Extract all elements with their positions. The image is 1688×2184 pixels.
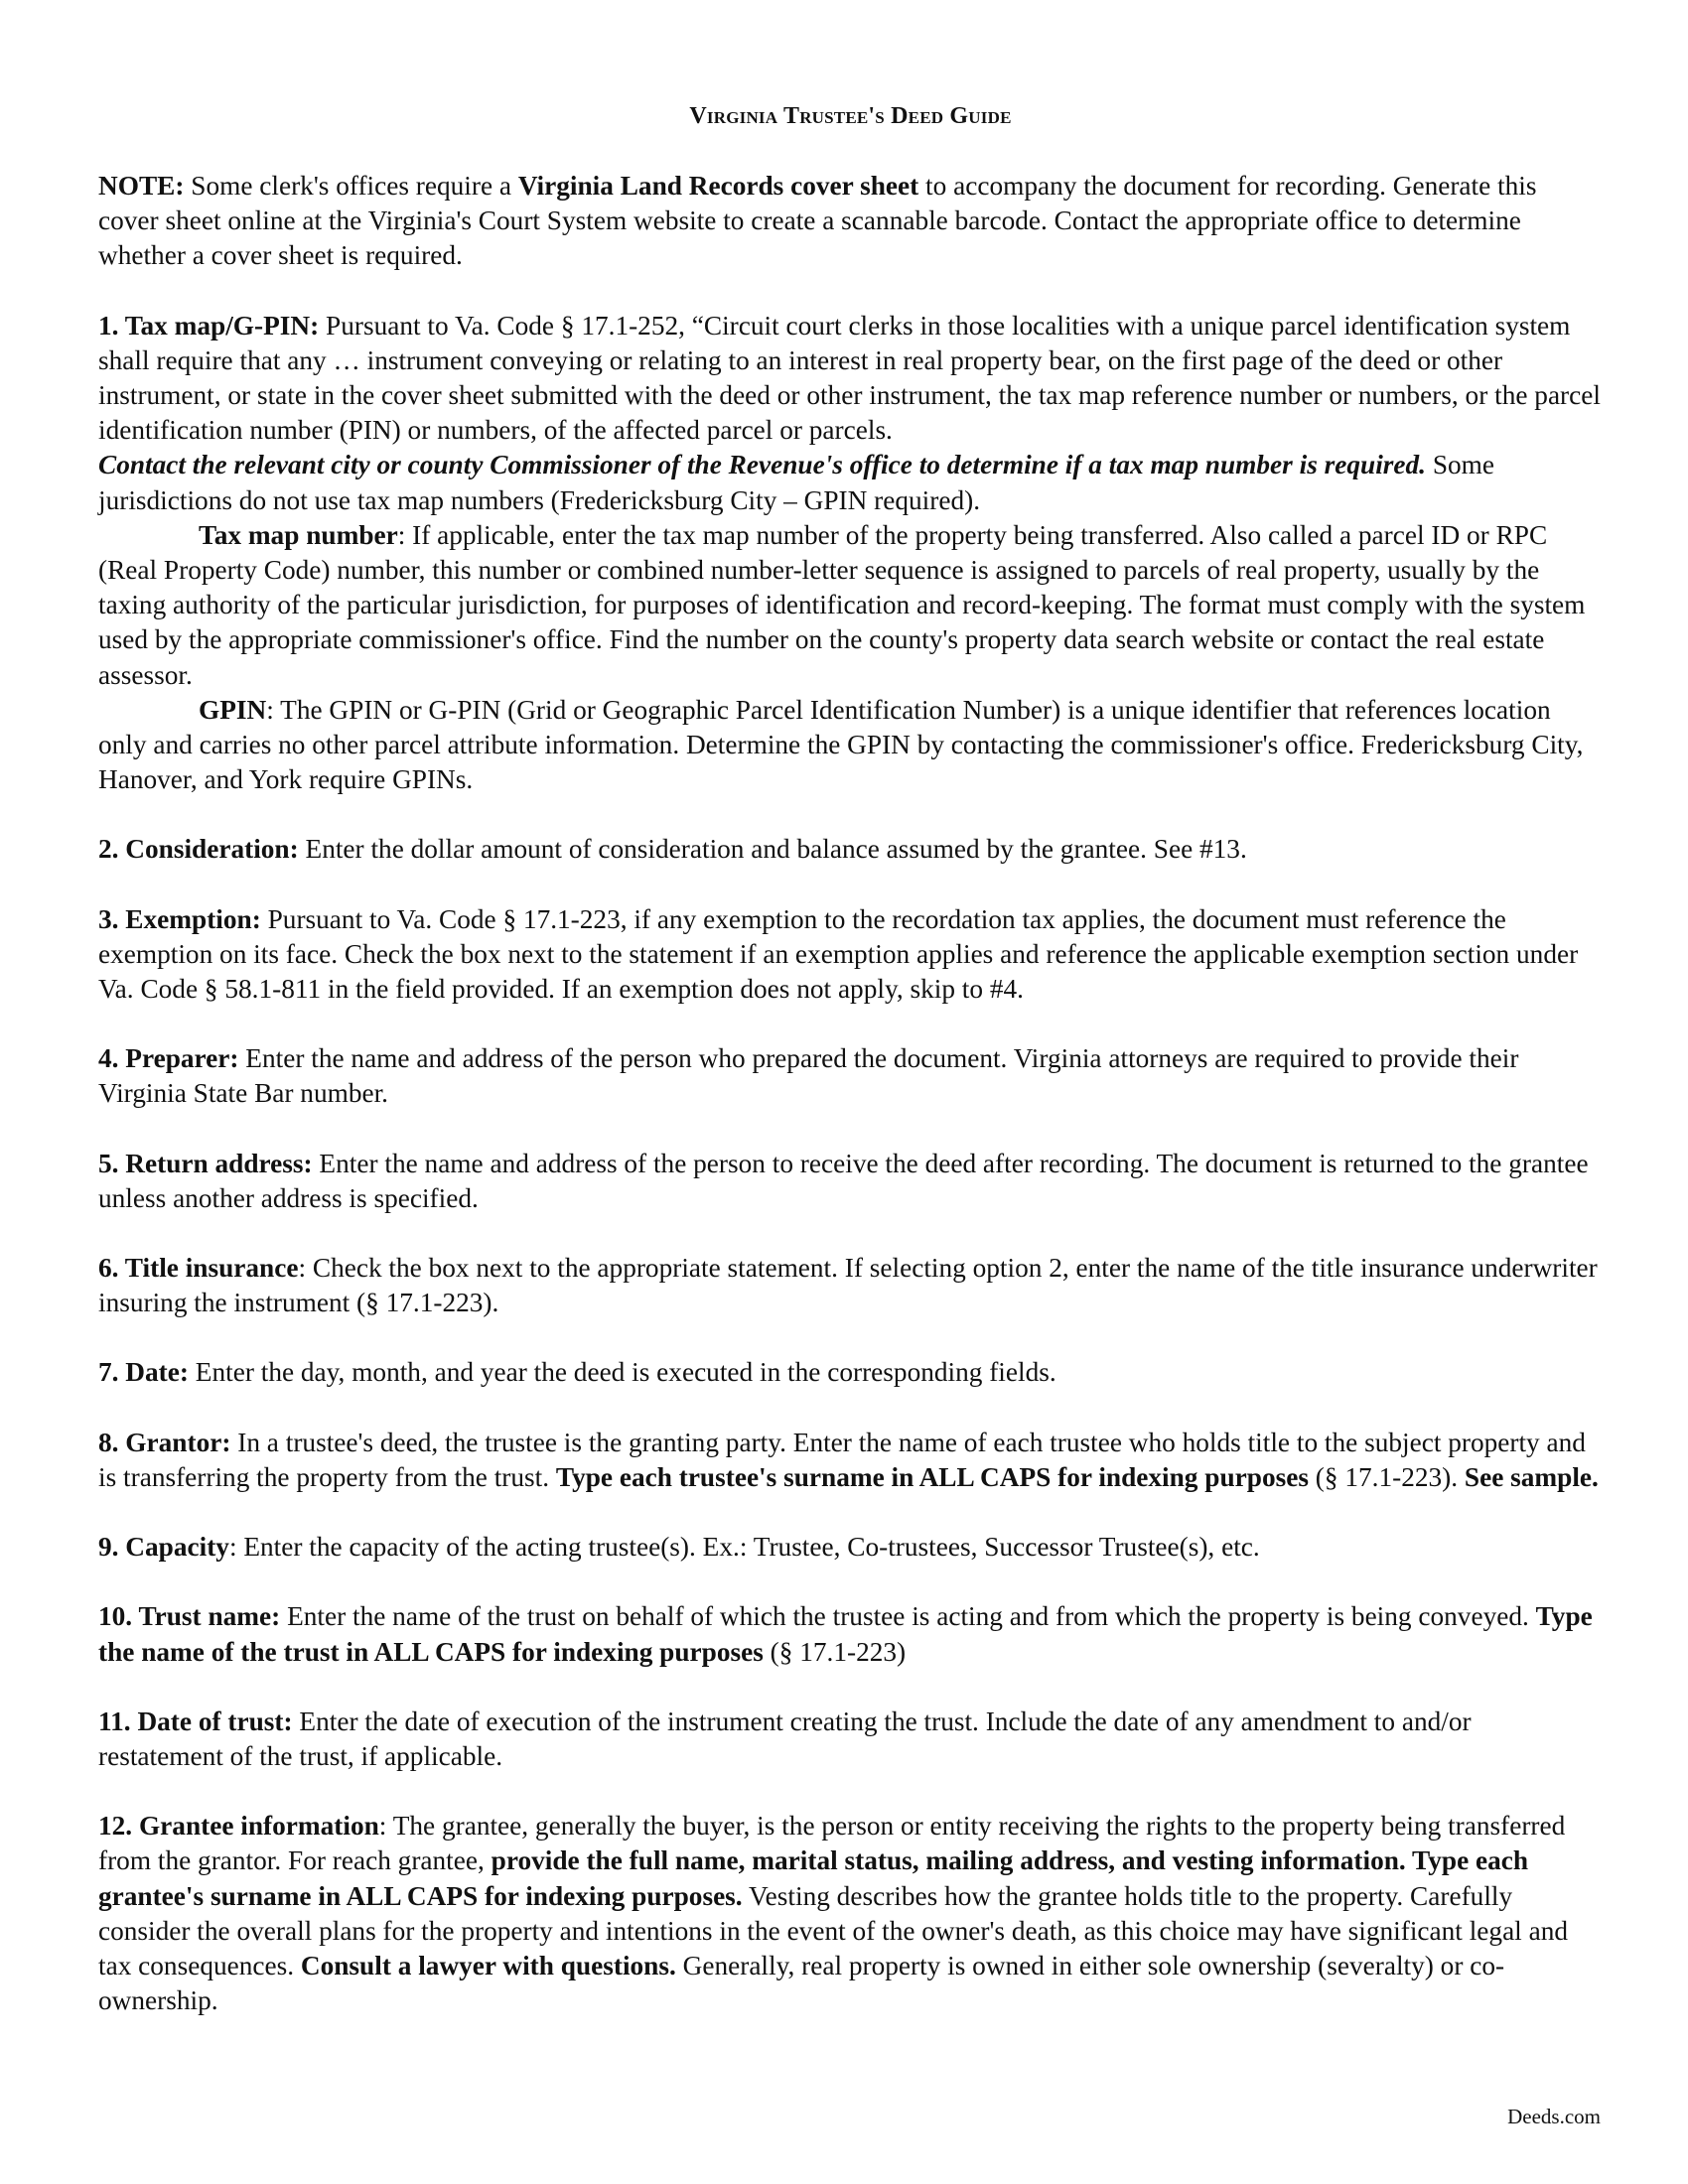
- item-9-capacity: 9. Capacity: Enter the capacity of the acting trustee(s). Ex.: Trustee, Co-trustees, Successor Trustee(s), etc.: [98, 1532, 1260, 1563]
- item-12-grantee-information: 12. Grantee information: The grantee, generally the buyer, is the person or entity receiving the rights to the property being transferred from the grantor. For reach grantee, provide the full name, marital status, mailing address, and vesting information. Type each grantee's surname in ALL CAPS for indexing purposes. Vesting describes how the grantee holds title to the property. Carefully consider the overall plans for the property and intentions in the event of the owner's death, as this choice may have significant legal and tax consequences. Consult a lawyer with questions. Generally, real property is owned in either sole ownership (severalty) or co-ownership.: [98, 1811, 1569, 2016]
- note-paragraph: NOTE: Some clerk's offices require a Virginia Land Records cover sheet to accompany the document for recording. Generate this cover sheet online at the Virginia's Court System website to create a scannable barcode. Contact the appropriate office to determine whether a cover sheet is required.: [98, 171, 1537, 271]
- page-title: Virginia Trustee's Deed Guide: [689, 103, 1012, 129]
- item-5-return-address: 5. Return address: Enter the name and address of the person to receive the deed after recording. The document is returned to the grantee unless another address is specified.: [98, 1148, 1589, 1213]
- item-7-date: 7. Date: Enter the day, month, and year the deed is executed in the corresponding fields.: [98, 1357, 1056, 1388]
- item-3-exemption: 3. Exemption: Pursuant to Va. Code § 17.1-223, if any exemption to the recordation tax applies, the document must reference the exemption on its face. Check the box next to the statement if an exemption applies and reference the applicable exemption section under Va. Code § 58.1-811 in the field provided. If an exemption does not apply, skip to #4.: [98, 903, 1579, 1005]
- item-11-date-of-trust: 11. Date of trust: Enter the date of execution of the instrument creating the trust. Include the date of any amendment to and/or restatement of the trust, if applicable.: [98, 1706, 1472, 1771]
- item-1-gpin: GPIN: The GPIN or G-PIN (Grid or Geographic Parcel Identification Number) is a unique identifier that references location only and carries no other parcel attribute information. Determine the GPIN by contacting the commissioner's office. Fredericksburg City, Hanover, and York require GPINs.: [98, 694, 1584, 795]
- item-2-consideration: 2. Consideration: Enter the dollar amount of consideration and balance assumed by the grantee. See #13.: [98, 834, 1247, 865]
- item-1-tax-map-number: Tax map number: If applicable, enter the tax map number of the property being transferred. Also called a parcel ID or RPC (Real Property Code) number, this number or combined number-letter sequence is assigned to parcels of real property, usually by the taxing authority of the particular jurisdiction, for purposes of identification and record-keeping. The format must comply with the system used by the appropriate commissioner's office. Find the number on the county's property data search website or contact the real estate assessor.: [98, 519, 1586, 690]
- item-1-tax-map: 1. Tax map/G-PIN: Pursuant to Va. Code § 17.1-252, “Circuit court clerks in those localities with a unique parcel identification system shall require that any … instrument conveying or relating to an interest in real property bear, on the first page of the deed or other instrument, or state in the cover sheet submitted with the deed or other instrument, the tax map reference number or numbers, or the parcel identification number (PIN) or numbers, of the affected parcel or parcels. Contact the relevant city or county Commissioner of the Revenue's office to determine if a tax map number is required. Some jurisdictions do not use tax map numbers (Fredericksburg City – GPIN required).: [98, 310, 1601, 515]
- item-8-grantor: 8. Grantor: In a trustee's deed, the trustee is the granting party. Enter the name of each trustee who holds title to the subject property and is transferring the property from the trust. Type each trustee's surname in ALL CAPS for indexing purposes (§ 17.1-223). See sample.: [98, 1427, 1599, 1492]
- item-6-title-insurance: 6. Title insurance: Check the box next to the appropriate statement. If selecting option 2, enter the name of the title insurance underwriter insuring the instrument (§ 17.1-223).: [98, 1253, 1598, 1318]
- item-4-preparer: 4. Preparer: Enter the name and address of the person who prepared the document. Virginia attorneys are required to provide their Virginia State Bar number.: [98, 1043, 1519, 1109]
- footer-brand: Deeds.com: [1507, 2105, 1601, 2128]
- guide-body: [98, 169, 1603, 2053]
- item-10-trust-name: 10. Trust name: Enter the name of the trust on behalf of which the trustee is acting and from which the property is being conveyed. Type the name of the trust in ALL CAPS for indexing purposes (§ 17.1-223): [98, 1601, 1593, 1667]
